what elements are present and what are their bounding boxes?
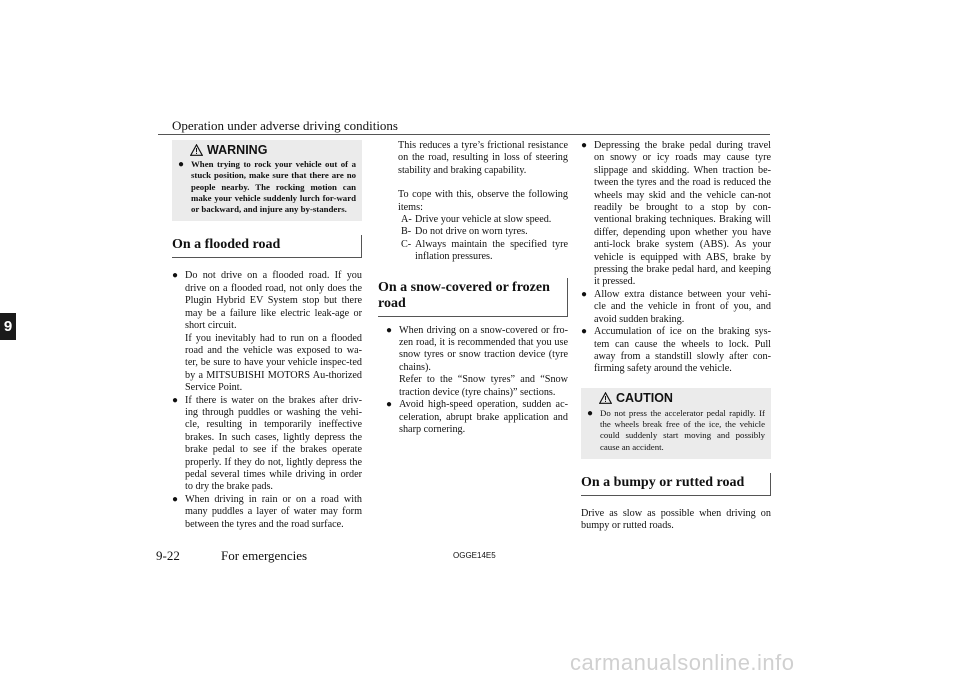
section-heading-snow: On a snow-covered or frozen road <box>378 278 568 317</box>
bullet-icon: ● <box>581 326 588 338</box>
bullet-icon: ● <box>178 159 185 170</box>
middle-column <box>378 140 568 436</box>
list-item <box>581 326 771 376</box>
footer-section-name: For emergencies <box>221 548 308 563</box>
warning-box <box>172 140 362 221</box>
list-item <box>386 399 568 436</box>
bullet-icon: ● <box>386 324 393 336</box>
list-label: A- <box>401 214 412 226</box>
snow-bullet-1: When driving on a snow-covered or fro-zen road, it is recommended that you use snow tyres or snow traction device (tyre chains). <box>399 324 568 373</box>
caution-heading <box>599 391 765 405</box>
list-text: Do not drive on worn tyres. <box>415 226 528 238</box>
list-item <box>172 494 362 531</box>
page-number: 9-22 <box>156 548 180 563</box>
list-item <box>398 226 568 238</box>
right-bullet-1: Depressing the brake pedal during travel on snowy or icy roads may cause tyre slippage and skidding. When traction be-tween the tyres and the road is reduced the wheels may skid and the vehicle can-not readily be brought to a stop by con-ventional braking techniques. Braking will differ, depending upon whether you have anti-lock brake system (ABS). As your vehicle is equipped with ABS, brake by pressing the brake pedal hard, and keeping it pressed. <box>594 140 771 288</box>
middle-paragraph-1: This reduces a tyre’s frictional resistance on the road, resulting in loss of steering stability and braking capability. <box>398 140 568 176</box>
list-item <box>172 270 362 394</box>
flooded-bullet-2: If there is water on the brakes after driv-ing through puddles or washing the vehi-cle, resulting in temporarily ineffective brakes. In such cases, lightly depress the brake pedal to see if the brakes operate properly. If they do not, lightly depress the pedal several times while driving in order to dry the brake pads. <box>185 394 362 493</box>
caution-heading-text: CAUTION <box>616 390 673 405</box>
warning-heading <box>190 143 356 157</box>
snow-bullet-2: Avoid high-speed operation, sudden ac-celeration, abrupt brake application and sharp cornering. <box>399 399 568 435</box>
watermark: carmanualsonline.info <box>570 650 795 675</box>
list-text: Drive your vehicle at slow speed. <box>415 214 552 226</box>
list-item <box>398 214 568 226</box>
middle-paragraph-2: To cope with this, observe the following items: <box>398 189 568 213</box>
right-body <box>581 140 771 376</box>
flooded-body <box>172 270 362 531</box>
flooded-bullet-1-cont: If you inevitably had to run on a flooded road and the vehicle was exposed to wa-ter, be sure to have your vehicle inspec-ted by a MITSUBISHI MOTORS Au-thorized Service Point. <box>185 332 362 394</box>
list-label: C- <box>401 238 412 250</box>
right-column <box>581 140 771 533</box>
section-heading-flooded: On a flooded road <box>172 235 362 258</box>
page-header-title: Operation under adverse driving conditions <box>172 118 398 133</box>
caution-box <box>581 388 771 459</box>
flooded-bullet-3: When driving in rain or on a road with many puddles a layer of water may form between the tyres and the road surface. <box>185 493 362 530</box>
bullet-icon: ● <box>581 288 588 300</box>
flooded-bullet-1: Do not drive on a flooded road. If you drive on a flooded road, not only does the Plugin Hybrid EV System stop but there may be a failure like electric leak-age or short circuit. <box>185 270 362 332</box>
list-item <box>581 289 771 326</box>
right-bullet-3: Accumulation of ice on the braking sys-tem can cause the wheels to lock. Pull away from a standstill slowly after con-firming safety around the vehicle. <box>594 326 771 375</box>
warning-text: When trying to rock your vehicle out of a stuck position, make sure that there are no people nearby. The rocking motion can make your vehicle suddenly lurch for-ward or backward, and injure any by-standers. <box>191 159 356 215</box>
bullet-icon: ● <box>587 407 594 419</box>
list-item <box>581 140 771 289</box>
bullet-icon: ● <box>581 140 588 151</box>
middle-intro <box>378 140 568 264</box>
left-column <box>172 140 362 531</box>
list-label: B- <box>401 226 412 238</box>
caution-item <box>587 408 765 453</box>
warning-item <box>178 159 356 215</box>
chapter-tab: 9 <box>0 313 16 340</box>
list-item <box>386 325 568 399</box>
document-code: OGGE14E5 <box>453 551 496 560</box>
bullet-icon: ● <box>386 399 393 411</box>
warning-triangle-icon <box>190 144 203 156</box>
snow-bullet-1-cont: Refer to the “Snow tyres” and “Snow traction device (tyre chains)” sections. <box>399 374 568 398</box>
warning-heading-text: WARNING <box>207 143 268 157</box>
bullet-icon: ● <box>172 394 179 406</box>
caution-text: Do not press the accelerator pedal rapidly. If the wheels break free of the ice, the vehicle could suddenly start moving and possibly cause an accident. <box>600 407 765 452</box>
list-text: Always maintain the specified tyre inflation pressures. <box>415 238 568 263</box>
header-rule <box>158 134 770 135</box>
right-bullet-2: Allow extra distance between your vehi-cle and the vehicle in front of you, and avoid sudden braking. <box>594 288 771 325</box>
snow-body <box>378 325 568 437</box>
bullet-icon: ● <box>172 270 179 282</box>
bumpy-text: Drive as slow as possible when driving on bumpy or rutted roads. <box>581 507 771 532</box>
caution-triangle-icon <box>599 392 612 404</box>
list-item <box>172 395 362 494</box>
bullet-icon: ● <box>172 493 179 505</box>
list-item <box>398 239 568 264</box>
section-heading-bumpy: On a bumpy or rutted road <box>581 473 771 496</box>
